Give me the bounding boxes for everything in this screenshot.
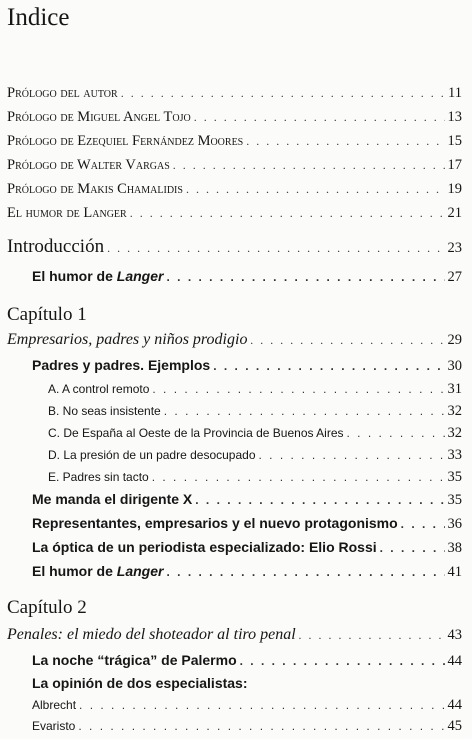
leader-dots — [152, 382, 444, 396]
chapter-2-heading: Capítulo 2 — [7, 597, 87, 618]
entry-page: 17 — [447, 157, 462, 173]
entry-page: 44 — [447, 697, 462, 713]
entry-label: Prólogo de Ezequiel Fernández Moores — [7, 133, 244, 149]
toc-entry-prologue-chamalidis — [7, 181, 462, 198]
toc-entry-chapter-1 — [7, 331, 462, 349]
leader-dots — [246, 134, 444, 149]
chapter-1-heading: Capítulo 1 — [7, 304, 87, 325]
leader-dots — [79, 698, 444, 712]
entry-page: 35 — [447, 469, 462, 485]
entry-page: 33 — [447, 447, 462, 463]
page-title: Indice — [7, 4, 70, 31]
toc-subentry — [48, 381, 462, 398]
toc-entry — [32, 357, 462, 375]
entry-page: 35 — [447, 492, 462, 508]
entry-label: Prólogo de Miguel Angel Tojo — [7, 109, 191, 125]
toc-entry-prologue-moores — [7, 133, 462, 150]
entry-page: 19 — [447, 181, 462, 197]
toc-entry-humor-langer — [7, 205, 462, 222]
entry-page: 41 — [447, 564, 462, 580]
entry-label: Me manda el dirigente X — [32, 491, 193, 507]
leader-dots — [195, 493, 444, 507]
entry-label: Evaristo — [32, 719, 76, 733]
toc-entry-prologue-author — [7, 85, 462, 102]
entry-label: La noche “trágica” de Palermo — [32, 652, 237, 668]
entry-label: El humor de Langer — [7, 205, 127, 221]
leader-dots — [78, 719, 444, 733]
entry-label: El humor de — [32, 563, 117, 579]
entry-page: 30 — [447, 358, 462, 374]
toc-entry-intro-humor — [32, 268, 462, 286]
toc-entry-chapter-1-humor — [32, 563, 462, 581]
entry-label: La opinión de dos especialistas: — [32, 675, 248, 691]
leader-dots — [166, 565, 444, 579]
leader-dots — [173, 158, 445, 173]
entry-page: 45 — [447, 718, 462, 734]
entry-page: 32 — [447, 403, 462, 419]
entry-page: 36 — [447, 516, 462, 532]
entry-label: Prólogo del autor — [7, 85, 118, 101]
toc-entry — [32, 539, 462, 557]
entry-page: 44 — [447, 653, 462, 669]
toc-entry-introduction — [7, 236, 462, 258]
toc-entry-prologue-tojo — [7, 109, 462, 126]
entry-page: 43 — [447, 627, 462, 643]
leader-dots — [259, 448, 445, 462]
leader-dots — [186, 182, 445, 197]
entry-page: 13 — [447, 109, 462, 125]
entry-page: 11 — [448, 85, 462, 101]
leader-dots — [380, 541, 445, 555]
entry-label: El humor de — [32, 268, 117, 284]
entry-label: Prólogo de Makis Chamalidis — [7, 181, 183, 197]
leader-dots — [107, 241, 444, 256]
entry-page: 38 — [447, 540, 462, 556]
entry-label: B. No seas insistente — [48, 404, 161, 418]
toc-subentry — [48, 403, 462, 420]
toc-subentry — [48, 425, 462, 442]
entry-label: Penales: el miedo del shoteador al tiro penal — [7, 626, 296, 643]
toc-subentry — [32, 718, 462, 735]
toc-subentry — [32, 697, 462, 714]
entry-page: 32 — [447, 425, 462, 441]
toc-entry — [32, 491, 462, 509]
entry-label: A. A control remoto — [48, 382, 150, 396]
toc-entry-chapter-2 — [7, 626, 462, 644]
toc-subentry — [48, 469, 462, 486]
entry-label: Empresarios, padres y niños prodigio — [7, 331, 248, 348]
leader-dots — [164, 404, 445, 418]
entry-page: 21 — [447, 205, 462, 221]
entry-page: 27 — [447, 269, 462, 285]
entry-label-name: Langer — [116, 268, 164, 284]
toc-subentry — [48, 447, 462, 464]
toc-entry — [32, 652, 462, 670]
leader-dots — [130, 206, 445, 221]
leader-dots — [121, 86, 445, 101]
entry-page: 31 — [447, 381, 462, 397]
leader-dots — [166, 270, 444, 284]
entry-label-name: Langer — [116, 563, 164, 579]
entry-label: Padres y padres. Ejemplos — [32, 357, 211, 373]
leader-dots — [194, 110, 445, 125]
leader-dots — [240, 654, 445, 668]
entry-label: La óptica de un periodista especializado: Elio Rossi — [32, 539, 377, 555]
entry-page: 29 — [447, 332, 462, 348]
leader-dots — [250, 333, 444, 348]
leader-dots — [213, 359, 444, 373]
entry-label: Albrecht — [32, 698, 77, 712]
leader-dots — [152, 470, 445, 484]
entry-label: Prólogo de Walter Vargas — [7, 157, 170, 173]
entry-label: Representantes, empresarios y el nuevo protagonismo — [32, 515, 398, 531]
entry-label: E. Padres sin tacto — [48, 470, 149, 484]
toc-entry-prologue-vargas — [7, 157, 462, 174]
entry-page: 23 — [447, 240, 462, 256]
toc-entry — [32, 675, 462, 691]
toc-entry — [32, 515, 462, 533]
entry-label: D. La presión de un padre desocupado — [48, 448, 256, 462]
leader-dots — [401, 517, 445, 531]
entry-page: 15 — [447, 133, 462, 149]
leader-dots — [347, 426, 445, 440]
leader-dots — [299, 628, 445, 643]
entry-label: C. De España al Oeste de la Provincia de Buenos Aires — [48, 426, 344, 440]
entry-label: Introducción — [7, 236, 105, 257]
